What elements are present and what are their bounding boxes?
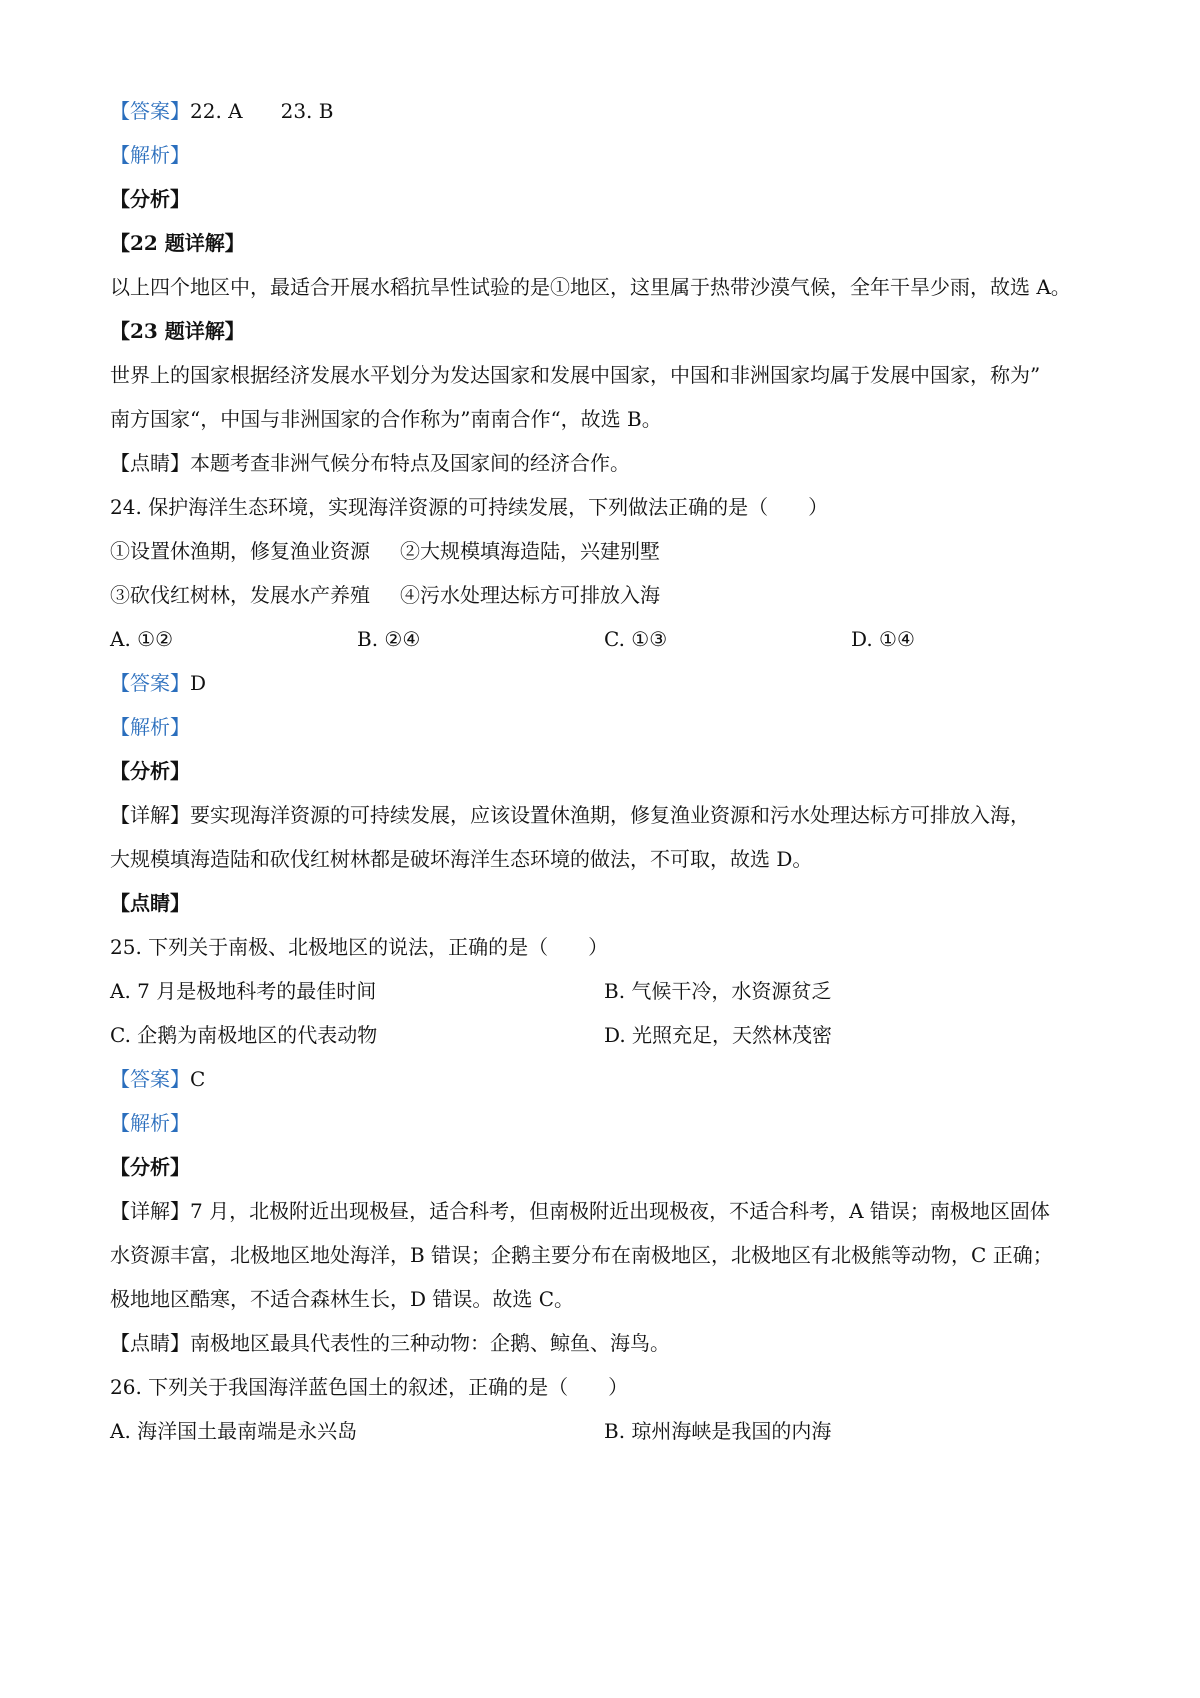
q26-option-b: B. 琼州海峡是我国的内海	[604, 1419, 832, 1443]
fenxi-tag: 【分析】	[110, 187, 190, 211]
q24-item-3: ③砍伐红树林，发展水产养殖	[110, 583, 370, 607]
answer-22: 22. A	[190, 99, 243, 123]
q24-answer: D	[190, 671, 207, 695]
q25-dianjing: 【点睛】南极地区最具代表性的三种动物：企鹅、鲸鱼、海鸟。	[110, 1331, 670, 1355]
q24-stem: 24. 保护海洋生态环境，实现海洋资源的可持续发展，下列做法正确的是（ ）	[110, 495, 829, 519]
q24-answer-tag: 【答案】	[110, 671, 190, 695]
q24-dianjing: 【点睛】	[110, 891, 190, 915]
answer-23: 23. B	[280, 99, 334, 123]
q24-item-2: ②大规模填海造陆，兴建别墅	[400, 539, 660, 563]
q24-detail-1: 【详解】要实现海洋资源的可持续发展，应该设置休渔期，修复渔业资源和污水处理达标方可排放入海，	[110, 803, 1030, 827]
q22-23-dianjing: 【点睛】本题考查非洲气候分布特点及国家间的经济合作。	[110, 451, 630, 475]
q26-stem: 26. 下列关于我国海洋蓝色国土的叙述，正确的是（ ）	[110, 1375, 629, 1399]
q25-answer-line	[110, 1065, 1100, 1093]
answer-line-22-23	[110, 97, 1100, 125]
q25-detail-2: 水资源丰富，北极地区地处海洋，B 错误；企鹅主要分布在南极地区，北极地区有北极熊等动物，C 正确；	[110, 1243, 1053, 1267]
q24-answer-line	[110, 669, 1100, 697]
q25-option-c: C. 企鹅为南极地区的代表动物	[110, 1023, 378, 1047]
q24-detail-2: 大规模填海造陆和砍伐红树林都是破坏海洋生态环境的做法，不可取，故选 D。	[110, 847, 813, 871]
q25-options-row-1	[110, 977, 1100, 1005]
q25-fenxi-tag: 【分析】	[110, 1155, 190, 1179]
q25-option-b: B. 气候干冷，水资源贫乏	[604, 979, 832, 1003]
q26-options-row-1	[110, 1417, 1100, 1445]
q24-analysis-tag: 【解析】	[110, 715, 190, 739]
q24-option-b: B. ②④	[357, 627, 421, 651]
q23-detail-tag: 【23 题详解】	[110, 319, 245, 343]
q22-detail-text: 以上四个地区中，最适合开展水稻抗旱性试验的是①地区，这里属于热带沙漠气候，全年干旱少雨，故选 A。	[110, 275, 1071, 299]
q24-item-4: ④污水处理达标方可排放入海	[400, 583, 660, 607]
q24-option-c: C. ①③	[604, 627, 668, 651]
answer-tag: 【答案】	[110, 99, 190, 123]
q25-analysis-tag: 【解析】	[110, 1111, 190, 1135]
q24-option-d: D. ①④	[851, 627, 915, 651]
q24-items-row-2	[110, 581, 1100, 609]
q25-detail-1: 【详解】7 月，北极附近出现极昼，适合科考，但南极附近出现极夜，不适合科考，A 错误；南极地区固体	[110, 1199, 1050, 1223]
q25-answer: C	[190, 1067, 206, 1091]
q25-stem: 25. 下列关于南极、北极地区的说法，正确的是（ ）	[110, 935, 609, 959]
q24-option-a: A. ①②	[110, 627, 174, 651]
q25-option-d: D. 光照充足，天然林茂密	[604, 1023, 833, 1047]
q24-items-row-1	[110, 537, 1100, 565]
q25-answer-tag: 【答案】	[110, 1067, 190, 1091]
q24-fenxi-tag: 【分析】	[110, 759, 190, 783]
analysis-tag: 【解析】	[110, 143, 190, 167]
q23-detail-text-1: 世界上的国家根据经济发展水平划分为发达国家和发展中国家，中国和非洲国家均属于发展中国家，称为”	[110, 363, 1041, 387]
q25-options-row-2	[110, 1021, 1100, 1049]
q26-option-a: A. 海洋国土最南端是永兴岛	[110, 1419, 358, 1443]
q23-detail-text-2: 南方国家“，中国与非洲国家的合作称为”南南合作“，故选 B。	[110, 407, 662, 431]
q25-option-a: A. 7 月是极地科考的最佳时间	[110, 979, 377, 1003]
q24-item-1: ①设置休渔期，修复渔业资源	[110, 539, 370, 563]
q24-options	[110, 625, 1100, 653]
q25-detail-3: 极地地区酷寒，不适合森林生长，D 错误。故选 C。	[110, 1287, 575, 1311]
q22-detail-tag: 【22 题详解】	[110, 231, 245, 255]
